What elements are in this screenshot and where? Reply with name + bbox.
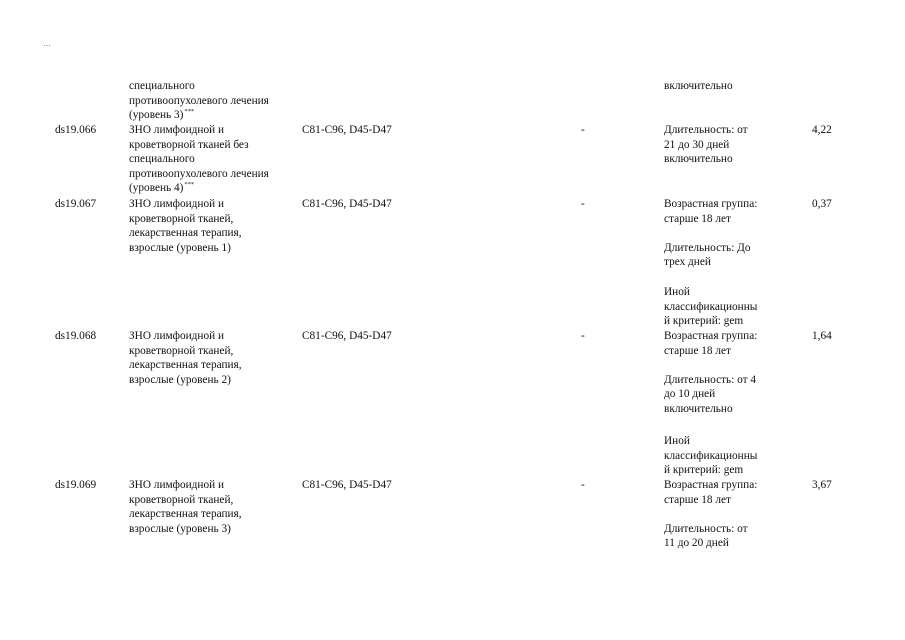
criteria-gap bbox=[664, 507, 782, 522]
name-line: кроветворной тканей без bbox=[129, 138, 249, 151]
name-line: ЗНО лимфоидной и bbox=[129, 124, 225, 136]
criteria-line: Иной bbox=[664, 286, 690, 298]
row-coefficient: 3,67 bbox=[812, 479, 832, 491]
criteria-line: й критерий: gem bbox=[664, 315, 744, 328]
row-empty-marker: - bbox=[581, 479, 585, 491]
criteria-line: старше 18 лет bbox=[664, 212, 731, 225]
name-line: кроветворной тканей, bbox=[129, 493, 234, 506]
name-line: лекарственная терапия, bbox=[129, 508, 242, 521]
criteria-line: старше 18 лет bbox=[664, 344, 731, 357]
row-criteria bbox=[664, 478, 782, 551]
criteria-line: Возрастная группа: bbox=[664, 198, 758, 210]
row-empty-marker: - bbox=[581, 330, 585, 342]
row-name bbox=[129, 329, 299, 387]
row-criteria-pre bbox=[664, 285, 782, 329]
criteria-line: классификационны bbox=[664, 449, 758, 462]
name-line: ЗНО лимфоидной и bbox=[129, 330, 225, 342]
criteria-gap bbox=[664, 358, 782, 373]
row-criteria bbox=[664, 123, 782, 167]
row-coefficient: 4,22 bbox=[812, 124, 832, 136]
criteria-line: Длительность: от 4 bbox=[664, 373, 757, 386]
row-empty-marker: - bbox=[581, 198, 585, 210]
row-coefficient: 0,37 bbox=[812, 198, 832, 210]
name-line-text: (уровень 3) bbox=[129, 109, 184, 122]
criteria-line: Длительность: от bbox=[664, 124, 748, 136]
name-line-text: (уровень 4) bbox=[129, 182, 184, 195]
name-line: противоопухолевого лечения bbox=[129, 167, 269, 180]
continuation-criteria bbox=[664, 79, 782, 94]
row-code: ds19.068 bbox=[55, 330, 97, 342]
row-criteria bbox=[664, 197, 782, 270]
row-icd-codes: C81-C96, D45-D47 bbox=[302, 330, 392, 342]
name-line: ЗНО лимфоидной и bbox=[129, 198, 225, 210]
row-criteria-pre bbox=[664, 434, 782, 478]
criteria-line: Длительность: от bbox=[664, 522, 748, 535]
page-mark: … bbox=[43, 39, 52, 48]
row-name bbox=[129, 197, 299, 255]
criteria-line: Длительность: До bbox=[664, 241, 751, 254]
row-name bbox=[129, 123, 299, 196]
name-line: специального bbox=[129, 153, 195, 166]
criteria-line: старше 18 лет bbox=[664, 493, 731, 506]
criteria-gap bbox=[664, 226, 782, 241]
name-line: лекарственная терапия, bbox=[129, 359, 242, 372]
name-line: специального bbox=[129, 80, 195, 92]
criteria-line: включительно bbox=[664, 80, 733, 92]
continuation-name bbox=[129, 79, 299, 123]
criteria-line: Иной bbox=[664, 435, 690, 447]
name-line: противоопухолевого лечения bbox=[129, 94, 269, 107]
row-code: ds19.067 bbox=[55, 198, 97, 210]
row-code: ds19.069 bbox=[55, 479, 97, 491]
name-line: кроветворной тканей, bbox=[129, 344, 234, 357]
row-coefficient: 1,64 bbox=[812, 330, 832, 342]
criteria-line: включительно bbox=[664, 402, 733, 415]
row-criteria bbox=[664, 329, 782, 417]
name-line: ЗНО лимфоидной и bbox=[129, 479, 225, 491]
row-icd-codes: C81-C96, D45-D47 bbox=[302, 479, 392, 491]
name-line bbox=[129, 108, 299, 123]
criteria-line: до 10 дней bbox=[664, 388, 716, 401]
footnote-marker: *** bbox=[184, 108, 195, 116]
name-line: взрослые (уровень 1) bbox=[129, 241, 231, 254]
row-icd-codes: C81-C96, D45-D47 bbox=[302, 198, 392, 210]
criteria-line: классификационны bbox=[664, 300, 758, 313]
row-name bbox=[129, 478, 299, 536]
criteria-line: 21 до 30 дней bbox=[664, 138, 730, 151]
criteria-line: 11 до 20 дней bbox=[664, 537, 729, 550]
criteria-line: Возрастная группа: bbox=[664, 479, 758, 491]
criteria-line: трех дней bbox=[664, 256, 711, 269]
criteria-line: й критерий: gem bbox=[664, 464, 744, 477]
criteria-line: Возрастная группа: bbox=[664, 330, 758, 342]
name-line: лекарственная терапия, bbox=[129, 227, 242, 240]
footnote-marker: *** bbox=[184, 181, 195, 189]
criteria-line: включительно bbox=[664, 153, 733, 166]
name-line: взрослые (уровень 3) bbox=[129, 522, 231, 535]
row-code: ds19.066 bbox=[55, 124, 97, 136]
name-line bbox=[129, 181, 299, 196]
name-line: взрослые (уровень 2) bbox=[129, 373, 231, 386]
name-line: кроветворной тканей, bbox=[129, 212, 234, 225]
row-icd-codes: C81-C96, D45-D47 bbox=[302, 124, 392, 136]
row-empty-marker: - bbox=[581, 124, 585, 136]
